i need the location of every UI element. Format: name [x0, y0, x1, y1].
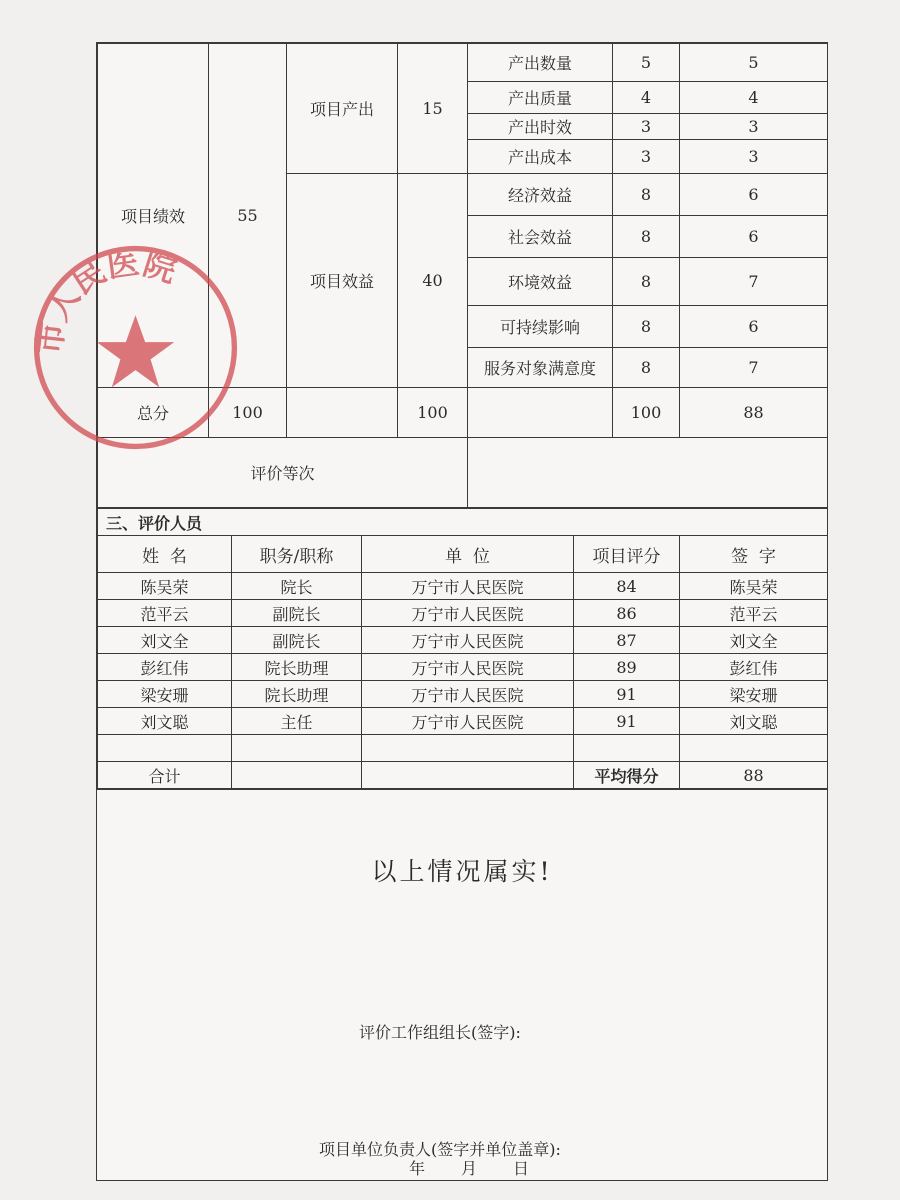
- reviewer-unit-cell: 万宁市人民医院: [362, 573, 574, 600]
- total-label-cell: 总分: [98, 388, 209, 438]
- group-name-cell: 项目效益: [287, 174, 398, 388]
- indicator-name-cell: 社会效益: [468, 216, 613, 258]
- header-unit: 单 位: [362, 536, 574, 573]
- table-row: [98, 600, 828, 627]
- reviewer-unit-cell: 万宁市人民医院: [362, 627, 574, 654]
- group-score-cell: 40: [398, 174, 468, 388]
- reviewer-signature-cell: 梁安珊: [680, 681, 828, 708]
- indicator-score-cell: 4: [680, 82, 828, 114]
- reviewer-name-cell: 彭红伟: [98, 654, 232, 681]
- total-empty-cell: [232, 762, 362, 789]
- reviewer-name-cell: 刘文全: [98, 627, 232, 654]
- reviewer-position-cell: 院长助理: [232, 681, 362, 708]
- reviewer-score-cell: 89: [574, 654, 680, 681]
- date-month: 月: [461, 1159, 480, 1178]
- indicator-name-cell: 经济效益: [468, 174, 613, 216]
- header-signature: 签 字: [680, 536, 828, 573]
- evaluation-form: [96, 42, 828, 1181]
- indicator-score-cell: 3: [680, 114, 828, 140]
- total-score-cell: 88: [680, 388, 828, 438]
- reviewer-unit-cell: [362, 735, 574, 762]
- indicator-name-cell: 环境效益: [468, 258, 613, 306]
- declaration-text: 以上情况属实!: [371, 857, 553, 886]
- indicator-name-cell: 产出成本: [468, 140, 613, 174]
- indicator-name-cell: 产出数量: [468, 44, 613, 82]
- reviewer-name-cell: [98, 735, 232, 762]
- indicator-full-cell: 8: [613, 258, 680, 306]
- reviewer-position-cell: 副院长: [232, 600, 362, 627]
- reviewer-signature-cell: 彭红伟: [680, 654, 828, 681]
- total-full-cell: 100: [613, 388, 680, 438]
- reviewer-signature-cell: 刘文聪: [680, 708, 828, 735]
- reviewer-unit-cell: 万宁市人民医院: [362, 654, 574, 681]
- indicator-full-cell: 8: [613, 174, 680, 216]
- total-label: 合计: [98, 762, 232, 789]
- reviewer-score-cell: 91: [574, 708, 680, 735]
- reviewer-signature-cell: 范平云: [680, 600, 828, 627]
- indicator-full-cell: 4: [613, 82, 680, 114]
- reviewers-table: [97, 508, 828, 789]
- indicator-name-cell: 产出质量: [468, 82, 613, 114]
- date-year: 年: [409, 1159, 428, 1178]
- reviewer-score-cell: 87: [574, 627, 680, 654]
- reviewer-signature-cell: 陈吴荣: [680, 573, 828, 600]
- indicator-score-cell: 7: [680, 258, 828, 306]
- indicator-full-cell: 8: [613, 306, 680, 348]
- total-col4-cell: 100: [398, 388, 468, 438]
- indicator-full-cell: 3: [613, 114, 680, 140]
- reviewer-score-cell: [574, 735, 680, 762]
- indicator-score-cell: 6: [680, 174, 828, 216]
- indicator-full-cell: 8: [613, 348, 680, 388]
- grade-label-cell: 评价等次: [98, 438, 468, 508]
- group-score-cell: 15: [398, 44, 468, 174]
- leader-signature-line: 评价工作组组长(签字):: [359, 1023, 521, 1042]
- table-row: [98, 627, 828, 654]
- reviewer-position-cell: 副院长: [232, 627, 362, 654]
- reviewer-score-cell: 84: [574, 573, 680, 600]
- indicator-full-cell: 3: [613, 140, 680, 174]
- reviewer-position-cell: 院长: [232, 573, 362, 600]
- header-score: 项目评分: [574, 536, 680, 573]
- table-row: [98, 573, 828, 600]
- grade-value-cell: [468, 438, 828, 508]
- indicator-name-cell: 产出时效: [468, 114, 613, 140]
- category-score-cell: 55: [209, 44, 287, 388]
- indicator-score-cell: 6: [680, 216, 828, 258]
- reviewer-signature-cell: [680, 735, 828, 762]
- reviewer-name-cell: 梁安珊: [98, 681, 232, 708]
- header-name: 姓 名: [98, 536, 232, 573]
- table-row: [98, 708, 828, 735]
- indicator-score-cell: 7: [680, 348, 828, 388]
- table-row: [98, 654, 828, 681]
- category-cell: 项目绩效: [98, 44, 209, 388]
- date-day: 日: [513, 1159, 532, 1178]
- indicator-score-cell: 6: [680, 306, 828, 348]
- section-title: 三、评价人员: [98, 509, 828, 536]
- reviewer-name-cell: 范平云: [98, 600, 232, 627]
- performance-table: [97, 43, 828, 508]
- table-row: [98, 681, 828, 708]
- indicator-full-cell: 8: [613, 216, 680, 258]
- reviewer-signature-cell: 刘文全: [680, 627, 828, 654]
- reviewer-score-cell: 91: [574, 681, 680, 708]
- reviewer-unit-cell: 万宁市人民医院: [362, 708, 574, 735]
- indicator-full-cell: 5: [613, 44, 680, 82]
- average-label: 平均得分: [574, 762, 680, 789]
- average-value: 88: [680, 762, 828, 789]
- reviewer-position-cell: [232, 735, 362, 762]
- indicator-name-cell: 可持续影响: [468, 306, 613, 348]
- total-col2-cell: 100: [209, 388, 287, 438]
- reviewer-position-cell: 主任: [232, 708, 362, 735]
- date-line: [409, 1156, 565, 1179]
- reviewer-name-cell: 刘文聪: [98, 708, 232, 735]
- indicator-name-cell: 服务对象满意度: [468, 348, 613, 388]
- unit-head-signature-line: 项目单位负责人(签字并单位盖章):: [319, 1140, 561, 1159]
- reviewer-position-cell: 院长助理: [232, 654, 362, 681]
- reviewer-unit-cell: 万宁市人民医院: [362, 681, 574, 708]
- reviewer-name-cell: 陈吴荣: [98, 573, 232, 600]
- indicator-score-cell: 5: [680, 44, 828, 82]
- indicator-score-cell: 3: [680, 140, 828, 174]
- total-empty-cell: [468, 388, 613, 438]
- total-empty-cell: [362, 762, 574, 789]
- group-name-cell: 项目产出: [287, 44, 398, 174]
- seal-text: 市人民医院: [30, 243, 181, 357]
- declaration-area: [97, 789, 827, 1180]
- total-empty-cell: [287, 388, 398, 438]
- header-position: 职务/职称: [232, 536, 362, 573]
- reviewer-unit-cell: 万宁市人民医院: [362, 600, 574, 627]
- table-row: [98, 735, 828, 762]
- reviewer-score-cell: 86: [574, 600, 680, 627]
